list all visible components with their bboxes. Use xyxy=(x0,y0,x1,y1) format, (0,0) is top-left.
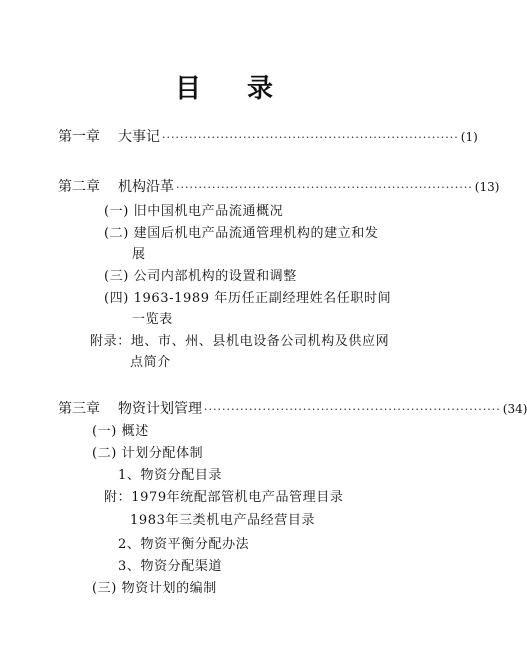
toc-entry[interactable]: (一) 概述 xyxy=(92,424,149,439)
toc-entry-continued[interactable]: 点简介 xyxy=(130,355,171,370)
toc-entry[interactable]: (三) 公司内部机构的设置和调整 xyxy=(104,269,297,284)
chapter-name: 物资计划管理 xyxy=(118,401,202,417)
chapter-number: 第三章 xyxy=(58,401,100,417)
toc-chapter-3[interactable] xyxy=(58,400,527,419)
chapter-page: (1) xyxy=(460,130,478,144)
toc-chapter-2[interactable] xyxy=(58,178,500,197)
title-char-1: 目 xyxy=(174,74,203,104)
toc-entry[interactable]: (三) 物资计划的编制 xyxy=(92,581,217,596)
page-title xyxy=(0,68,450,105)
toc-entry[interactable]: 3、物资分配渠道 xyxy=(118,559,223,574)
toc-entry[interactable]: 1、物资分配目录 xyxy=(118,468,223,483)
chapter-number: 第二章 xyxy=(58,179,100,195)
dot-leader: ·································································· xyxy=(162,131,459,144)
dot-leader: ·································································· xyxy=(176,181,473,194)
chapter-name: 机构沿革 xyxy=(118,179,174,195)
toc-entry[interactable]: (二) 计划分配体制 xyxy=(92,446,204,461)
chapter-name: 大事记 xyxy=(118,129,160,145)
dot-leader: ·································································· xyxy=(204,403,501,416)
toc-entry[interactable]: (四) 1963-1989 年历任正副经理姓名任职时间 xyxy=(104,291,392,306)
toc-chapter-1[interactable] xyxy=(58,128,478,147)
toc-appendix[interactable]: 附录：地、市、州、县机电设备公司机构及供应网 xyxy=(90,334,390,349)
toc-entry-continued[interactable]: 展 xyxy=(132,247,146,262)
toc-appendix[interactable]: 附：1979年统配部管机电产品管理目录 xyxy=(104,490,344,505)
toc-entry[interactable]: 2、物资平衡分配办法 xyxy=(118,537,250,552)
toc-entry[interactable]: 1983年三类机电产品经营目录 xyxy=(130,513,316,528)
chapter-page: (13) xyxy=(474,180,500,194)
title-char-2: 录 xyxy=(247,74,276,104)
toc-entry[interactable]: (一) 旧中国机电产品流通概况 xyxy=(104,204,284,219)
toc-entry[interactable]: (二) 建国后机电产品流通管理机构的建立和发 xyxy=(104,226,379,241)
chapter-page: (34) xyxy=(502,402,527,416)
toc-entry-continued[interactable]: 一览表 xyxy=(132,312,173,327)
chapter-number: 第一章 xyxy=(58,129,100,145)
